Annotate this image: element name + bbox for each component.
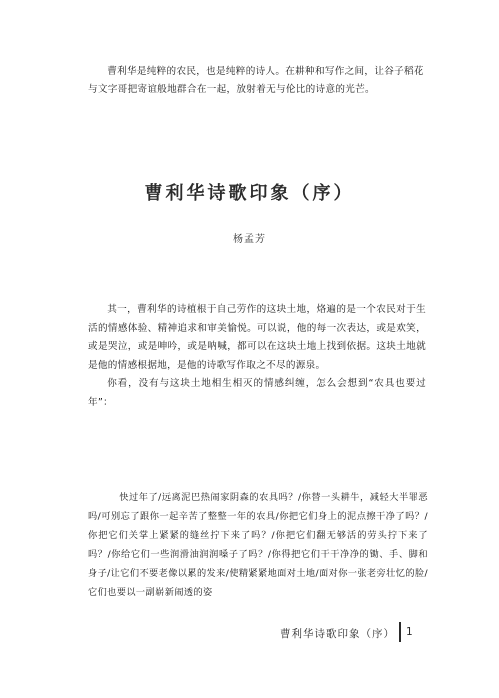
page-number: 1 bbox=[406, 626, 413, 638]
body-text bbox=[88, 301, 426, 412]
body-paragraph: 其一，曹利华的诗植根于自己劳作的这块土地，烙遍的是一个农民对于生活的情感体验、精神追求和审美愉悦。可以说，他的每一次表达，或是欢笑，或是哭泣，或是呻吟，或是呐喊，都可以在这块土地上找到依据。这块土地就是他的情感根据地，是他的诗歌写作取之不尽的源泉。 bbox=[88, 304, 426, 371]
quoted-poem bbox=[88, 488, 428, 602]
page-title: 曹利华诗歌印象（序） bbox=[144, 183, 355, 204]
poem-text: 快过年了/远离泥巴热闹家阴森的农具吗？/你替一头耕牛，减轻大半罪恶吗/可别忘了跟你一起辛苦了整整一年的农具/你把它们身上的泥点擦干净了吗？/你把它们关掌上紧紧的缝丝拧下来了吗？/你把它们翻无够活的劳头拧下来了吗？/你给它们一些润滑油润润嗓子了吗？/你得把它们干干净净的锄、手、脚和身子/让它们不要老像以累的发来/使精紧紧地面对土地/面对你一张老旁壮忆的脸/它们也要以一副崭新闹透的姿 bbox=[88, 492, 428, 598]
footer-divider bbox=[399, 622, 401, 642]
page-footer bbox=[0, 622, 499, 642]
body-paragraph: 你看，没有与这块土地相生相灭的情感纠缠，怎么会想到“农具也要过年”： bbox=[88, 378, 426, 408]
author-name: 杨孟芳 bbox=[233, 234, 266, 245]
intro-text bbox=[88, 63, 426, 99]
intro-paragraph: 曹利华是纯粹的农民，也是纯粹的诗人。在耕种和写作之间，让谷子稻花与文字哥把寄谊般地群合在一起，放射着无与伦比的诗意的光芒。 bbox=[88, 66, 424, 95]
running-title: 曹利华诗歌印象（序） bbox=[280, 628, 395, 640]
